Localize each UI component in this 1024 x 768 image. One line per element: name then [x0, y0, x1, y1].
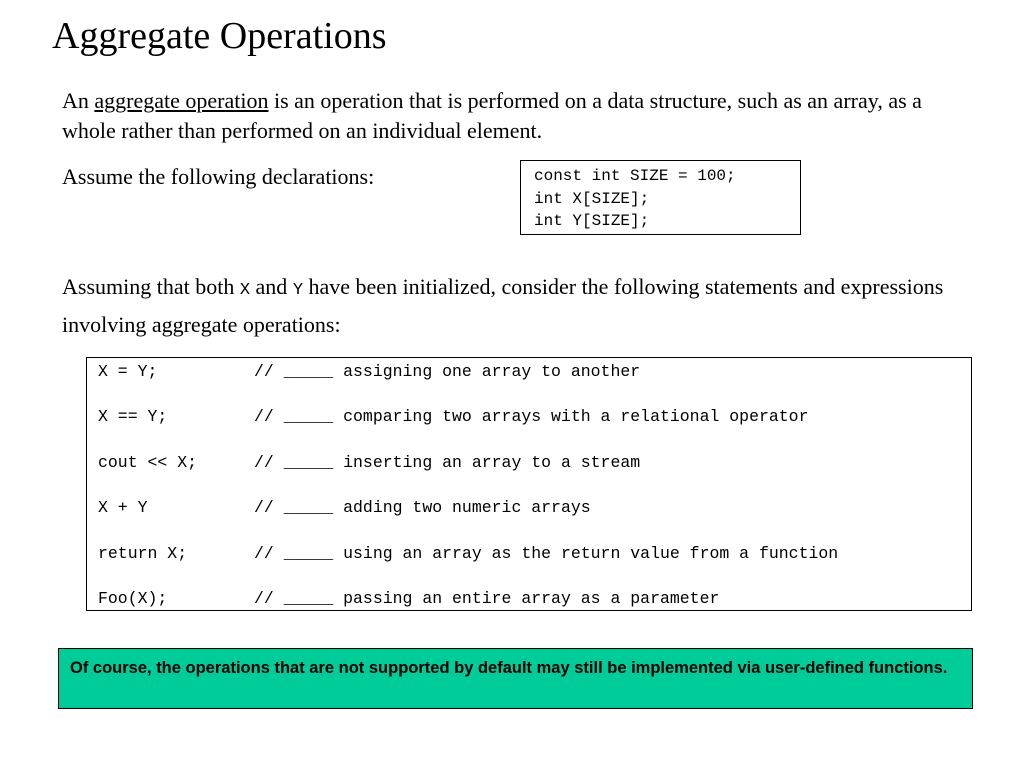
declaration-line: int X[SIZE];: [534, 189, 650, 208]
intro-suffix: is an operation that is performed on a data structure, such as an array, as a whole rather than performed on an individual element.: [62, 88, 922, 143]
code-statement: X == Y;: [98, 407, 168, 426]
declarations-code-box: [520, 160, 801, 235]
declaration-line: int Y[SIZE];: [534, 212, 650, 230]
code-comment: // _____ assigning one array to another: [254, 362, 641, 381]
code-comment: // _____ passing an entire array as a parameter: [254, 589, 720, 608]
code-line: [98, 587, 719, 611]
code-statement: X = Y;: [98, 362, 158, 381]
code-comment: // _____ using an array as the return value from a function: [254, 544, 839, 563]
assume-declarations-text: Assume the following declarations:: [62, 164, 375, 189]
declaration-line: const int SIZE = 100;: [534, 167, 736, 185]
page-title: Aggregate Operations: [52, 15, 387, 57]
code-statement: cout << X;: [98, 453, 198, 472]
aggregate-operations-code-box: [86, 357, 972, 611]
user-defined-functions-note: Of course, the operations that are not supported by default may still be implemented via user-defined functions.: [58, 648, 973, 709]
code-line: [98, 542, 838, 566]
intro-paragraph: [62, 86, 972, 146]
code-comment: // _____ adding two numeric arrays: [254, 498, 591, 517]
code-comment: // _____ comparing two arrays with a relational operator: [254, 407, 809, 426]
code-line: [98, 405, 809, 429]
intro-prefix: An: [62, 88, 95, 113]
variable-x: X: [239, 281, 251, 300]
code-statement: X + Y: [98, 498, 148, 517]
code-statement: Foo(X);: [98, 589, 168, 608]
variable-y: Y: [292, 281, 304, 300]
assuming-part3: have been initialized, consider the following statements and expressions involving aggregate operations:: [62, 274, 944, 337]
assuming-part2: and: [250, 274, 293, 299]
assuming-paragraph: [62, 270, 982, 342]
code-line: [98, 496, 591, 520]
assuming-part1: Assuming that both: [62, 274, 240, 299]
code-line: [98, 451, 640, 475]
aggregate-operation-term: aggregate operation: [94, 88, 269, 113]
code-statement: return X;: [98, 544, 188, 563]
code-line: [98, 360, 640, 384]
code-comment: // _____ inserting an array to a stream: [254, 453, 641, 472]
